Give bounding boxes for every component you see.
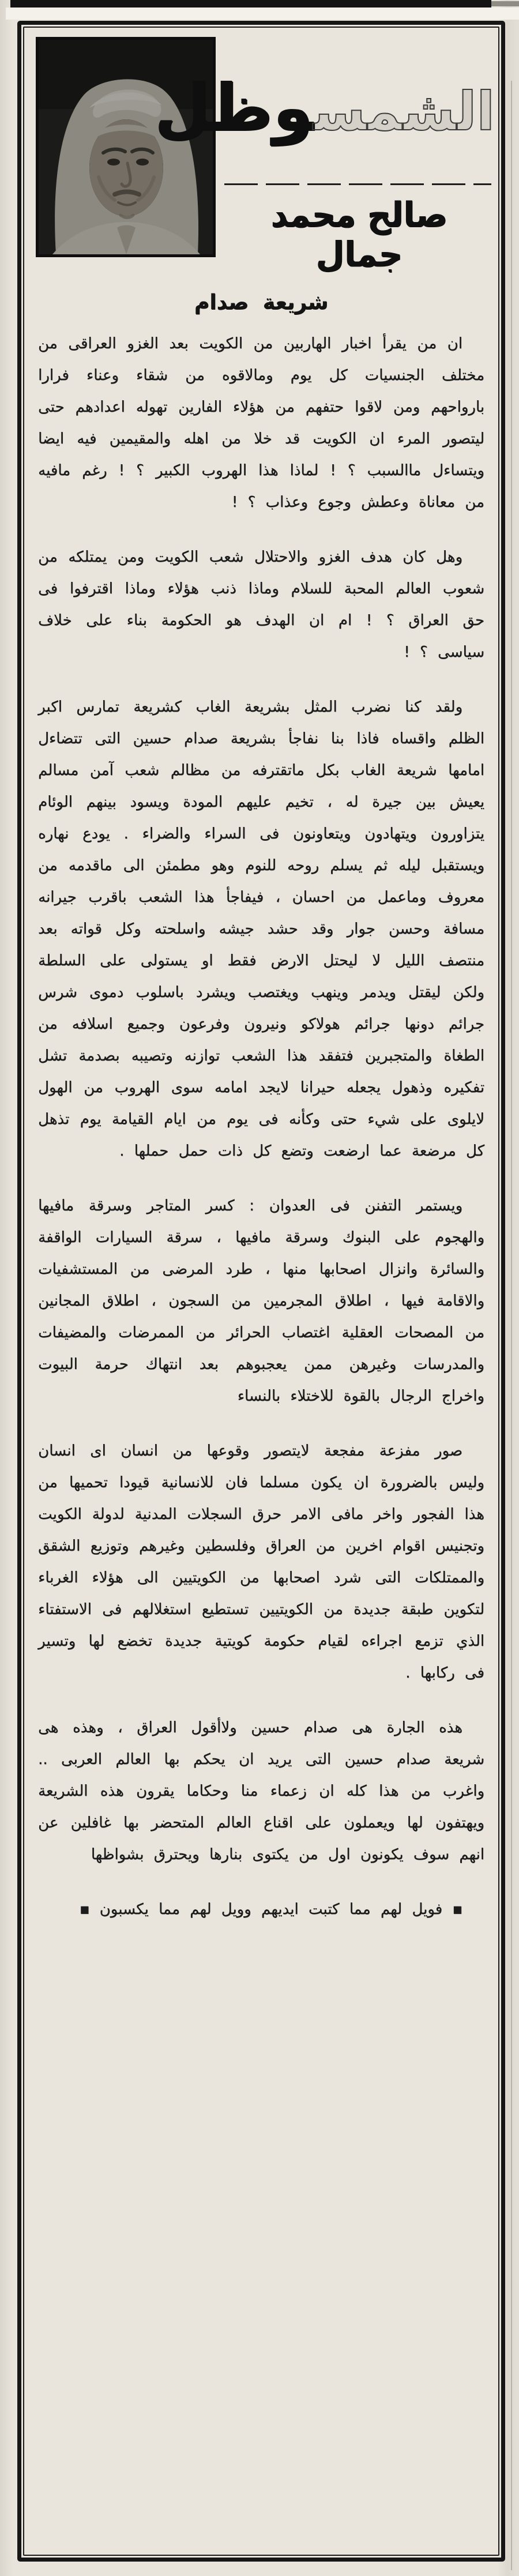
page-top-rule [10, 0, 491, 7]
article-body [24, 318, 498, 1926]
article-paragraph: ان من يقرأ اخبار الهاربين من الكويت بعد الغزو العراقى من مختلف الجنسيات كل يوم ومالاقوه من شقاء وعناء فرارا بارواحهم ومن لاقوا حتفهم من هؤلاء الفارين تهوله اعدادهم حتى ليتصور المرء ان الكويت قد خلا من اهله والمقيمين فيه ايضا ويتساءل ماالسبب ؟ ! لماذا هذا الهروب الكبير ؟ ! رغم مافيه من معاناة وعطش وجوع وعذاب ؟ ! [38, 335, 484, 511]
masthead-right-block [154, 42, 495, 274]
article-frame-inner [23, 27, 499, 2556]
article-paragraph: صور مفزعة مفجعة لايتصور وقوعها من انسان اى انسان وليس بالضرورة ان يكون مسلما فان للانسانية قيودا تحميها من هذا الفجور واخر مافى الامر حرق السجلات المدنية لدولة الكويت وتجنيس اقوام اخرين من العراق وفلسطين وغيرهم وتوزيع الشقق والممتلكات التى شرد اصحابها من الكويتيين الى هؤلاء الغرباء لتكوين طبقة جديدة من الكويتيين تستطيع استغلالهم فى الاستفتاء الذي تزمع اجراءه لقيام حكومة كويتية جديدة تخضع لها وتسير فى ركابها . [38, 1442, 484, 1682]
column-masthead [24, 28, 498, 274]
page-top-rule-fade [491, 1, 519, 6]
author-signature: صالح محمد جمال [270, 195, 447, 274]
column-logo [154, 42, 495, 181]
column-logo-outline-word: الشمس [313, 81, 495, 142]
article-paragraph: ولقد كنا نضرب المثل بشريعة الغاب كشريعة تمارس اكبر الظلم واقساه فاذا بنا نفاجأ بشريعة صدام حسين التى تتضاءل امامها شريعة الغاب بكل ماتقترفه من مظالم شعب آمن مسالم يعيش بين جيرة له ، تخيم عليهم المودة ويسود بينهم الوئام يتزاورون ويتهادون ويتعاونون فى السراء والضراء . يودع نهاره ويستقبل ليله ثم يسلم روحه للنوم وهو مطمئن الى ماقدمه من معروف وماعمل من احسان ، فيفاجأ هذا الشعب باقرب جيرانه مسافة وحسن جوار وقد حشد جيشه واسلحته وكل قواته بعد منتصف الليل لا ليحتل الارض فقط او يستولى على السلطة ولكن ليقتل ويدمر وينهب ويغتصب ويشرد باسلوب دموى شرس جرائم دونها جرائم هولاكو ونيرون وفرعون وجميع اسلافه من الطغاة والمتجبرين فتفقد هذا الشعب توازنه وتصيبه بصدمة تشل تفكيره وذهول يجعله حيرانا لايجد امامه سوى الهروب من الهول لايلوى على شيء حتى وكأنه فى يوم من ايام القيامة يوم تذهل كل مرضعة عما ارضعت وتضع كل ذات حمل حملها . [38, 698, 484, 1160]
article-paragraph: ويستمر التفنن فى العدوان : كسر المتاجر وسرقة مافيها والهجوم على البنوك وسرقة مافيها ، سرقة السيارات الواقفة والسائرة وانزال اصحابها منها ، طرد المرضى من المستشفيات والاقامة فيها ، اطلاق المجرمين من السجون ، اطلاق المجانين من المصحات العقلية اغتصاب الحرائر من الممرضات والمضيفات والمدرسات وغيرهن ممن يعجبوهم بعد انتهاك حرمة البيوت واخراج الرجال بالقوة للاختلاء بالنساء [38, 1197, 484, 1405]
column-logo-solid-word: وظل [154, 70, 313, 145]
article-title: شريعة صدام [194, 291, 329, 314]
article-frame [17, 21, 505, 2562]
article-paragraph: ▪ فويل لهم مما كتبت ايديهم وويل لهم مما يكسبون ▪ [79, 1901, 462, 1918]
page-edge-crease [511, 81, 512, 2570]
article-paragraph: وهل كان هدف الغزو والاحتلال شعب الكويت ومن يمتلكه من شعوب العالم المحبة للسلام وماذا ذنب هؤلاء وماذا اقترفوا فى حق العراق ؟ ! ام ان الهدف هو الحكومة بناء على خلاف سياسى ؟ ! [38, 548, 484, 661]
page-top-gap [6, 7, 519, 20]
article-paragraph: هذه الجارة هى صدام حسين ولاأقول العراق ، وهذه هى شريعة صدام حسين التى يريد ان يحكم بها العالم العربى .. واغرب من هذا كله ان زعماء منا وحكاما يقرون هذه الشريعة ويهتفون لها ويعملون على اقناع العالم المتحضر بها غافلين عن انهم سوف يكونون اول من يكتوى بنارها ويحترق بشواظها [38, 1719, 484, 1863]
masthead-divider [224, 183, 491, 185]
